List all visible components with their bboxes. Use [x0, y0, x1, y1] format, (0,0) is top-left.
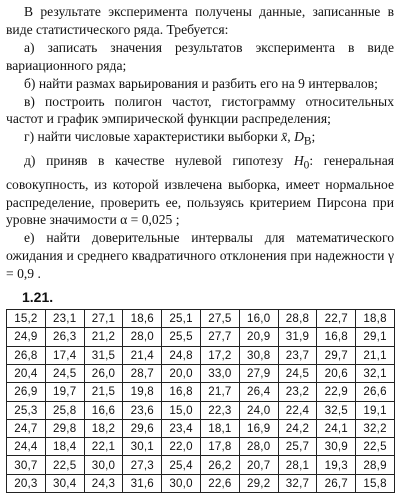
table-cell: 24,5: [278, 364, 317, 382]
table-cell: 28,9: [356, 456, 395, 474]
task-f: [6, 229, 394, 283]
table-cell: 30,9: [317, 438, 356, 456]
table-cell: 29,2: [239, 474, 278, 492]
table-cell: 29,7: [317, 346, 356, 364]
intro-text: В результате эксперимента получены данные, записанные в виде статистического ряда. Требуется:: [6, 4, 394, 37]
table-cell: 25,3: [7, 401, 46, 419]
table-cell: 21,1: [356, 346, 395, 364]
table-cell: 23,1: [45, 310, 84, 328]
table-cell: 16,6: [84, 401, 123, 419]
data-table: [6, 309, 395, 493]
table-row: [7, 438, 395, 456]
table-cell: 20,9: [239, 328, 278, 346]
table-cell: 30,1: [123, 438, 162, 456]
table-cell: 21,4: [123, 346, 162, 364]
table-cell: 24,4: [7, 438, 46, 456]
table-cell: 27,7: [200, 328, 239, 346]
table-row: [7, 383, 395, 401]
table-cell: 22,1: [84, 438, 123, 456]
table-cell: 15,0: [162, 401, 201, 419]
table-cell: 31,5: [84, 346, 123, 364]
variance-symbol: D: [294, 129, 304, 145]
table-row: [7, 419, 395, 437]
table-cell: 30,8: [239, 346, 278, 364]
table-row: [7, 474, 395, 492]
task-c: [6, 93, 394, 129]
table-cell: 20,0: [162, 364, 201, 382]
table-row: [7, 328, 395, 346]
table-cell: 17,4: [45, 346, 84, 364]
table-cell: 18,2: [84, 419, 123, 437]
table-cell: 21,2: [84, 328, 123, 346]
table-cell: 17,2: [200, 346, 239, 364]
table-cell: 24,3: [84, 474, 123, 492]
table-cell: 15,8: [356, 474, 395, 492]
table-cell: 32,5: [317, 401, 356, 419]
task-e: [6, 152, 394, 229]
hypothesis-subscript: 0: [303, 159, 310, 172]
table-row: [7, 310, 395, 328]
table-cell: 22,5: [356, 438, 395, 456]
table-cell: 17,8: [200, 438, 239, 456]
table-cell: 24,2: [278, 419, 317, 437]
table-cell: 24,5: [45, 364, 84, 382]
table-row: [7, 401, 395, 419]
task-e-text: д) приняв в качестве нулевой гипотезу: [24, 152, 294, 168]
table-cell: 22,4: [278, 401, 317, 419]
task-e-text-2: : генеральная совокупность, из которой извлечена выборка, имеет нормальное распределение, проверить ее, пользуясь критерием Пирсона при уровне значимости α = 0,025 ;: [6, 152, 394, 228]
table-cell: 22,7: [317, 310, 356, 328]
table-cell: 27,1: [84, 310, 123, 328]
table-cell: 22,9: [317, 383, 356, 401]
table-cell: 24,1: [317, 419, 356, 437]
table-cell: 19,1: [356, 401, 395, 419]
table-cell: 23,7: [278, 346, 317, 364]
table-cell: 26,2: [200, 456, 239, 474]
table-cell: 25,1: [162, 310, 201, 328]
table-cell: 29,1: [356, 328, 395, 346]
table-cell: 32,1: [356, 364, 395, 382]
table-cell: 32,7: [278, 474, 317, 492]
table-cell: 28,1: [278, 456, 317, 474]
task-c-text: в) построить полигон частот, гистограмму относительных частот и график эмпирической функции распределения;: [6, 93, 394, 127]
table-cell: 29,6: [123, 419, 162, 437]
table-cell: 31,6: [123, 474, 162, 492]
table-cell: 27,5: [200, 310, 239, 328]
table-cell: 19,8: [123, 383, 162, 401]
table-cell: 30,7: [7, 456, 46, 474]
table-cell: 26,9: [7, 383, 46, 401]
table-cell: 28,7: [123, 364, 162, 382]
table-cell: 27,3: [123, 456, 162, 474]
table-cell: 25,5: [162, 328, 201, 346]
table-cell: 18,8: [356, 310, 395, 328]
table-cell: 26,8: [7, 346, 46, 364]
task-b-text: б) найти размах варьирования и разбить его на 9 интервалов;: [24, 75, 378, 91]
sample-mean-symbol: x̄: [281, 129, 288, 145]
table-row: [7, 364, 395, 382]
task-d: [6, 128, 394, 152]
table-cell: 16,9: [239, 419, 278, 437]
table-cell: 31,9: [278, 328, 317, 346]
table-cell: 15,2: [7, 310, 46, 328]
table-cell: 26,7: [317, 474, 356, 492]
table-cell: 21,7: [200, 383, 239, 401]
table-cell: 24,9: [7, 328, 46, 346]
table-cell: 25,7: [278, 438, 317, 456]
table-cell: 23,4: [162, 419, 201, 437]
table-cell: 28,8: [278, 310, 317, 328]
table-row: [7, 346, 395, 364]
table-cell: 28,0: [123, 328, 162, 346]
table-cell: 32,2: [356, 419, 395, 437]
table-cell: 24,0: [239, 401, 278, 419]
table-cell: 19,7: [45, 383, 84, 401]
table-cell: 24,8: [162, 346, 201, 364]
table-cell: 19,3: [317, 456, 356, 474]
hypothesis-symbol: H: [293, 152, 304, 168]
task-a-text: а) записать значения результатов эксперимента в виде вариационного ряда;: [6, 39, 394, 73]
table-cell: 25,8: [45, 401, 84, 419]
problem-number: 1.21.: [22, 289, 54, 306]
table-cell: 26,3: [45, 328, 84, 346]
table-cell: 26,0: [84, 364, 123, 382]
table-cell: 16,0: [239, 310, 278, 328]
table-cell: 20,3: [7, 474, 46, 492]
table-cell: 18,6: [123, 310, 162, 328]
table-cell: 16,8: [317, 328, 356, 346]
table-cell: 18,4: [45, 438, 84, 456]
task-d-end: ;: [311, 129, 316, 145]
table-row: [7, 456, 395, 474]
table-cell: 21,5: [84, 383, 123, 401]
task-d-text: г) найти числовые характеристики выборки: [24, 129, 282, 145]
variance-subscript: В: [303, 136, 312, 149]
table-cell: 16,8: [162, 383, 201, 401]
task-b: [6, 75, 394, 93]
task-a: [6, 39, 394, 75]
table-cell: 24,7: [7, 419, 46, 437]
table-cell: 23,6: [123, 401, 162, 419]
table-cell: 29,8: [45, 419, 84, 437]
table-cell: 22,3: [200, 401, 239, 419]
table-cell: 22,0: [162, 438, 201, 456]
table-cell: 22,5: [45, 456, 84, 474]
task-d-separator: ,: [287, 129, 295, 145]
table-cell: 30,4: [45, 474, 84, 492]
table-cell: 18,1: [200, 419, 239, 437]
table-cell: 22,6: [200, 474, 239, 492]
intro-paragraph: [6, 3, 394, 39]
table-cell: 30,0: [84, 456, 123, 474]
task-f-text: е) найти доверительные интервалы для математического ожидания и среднего квадратичного отклонения при надежности γ = 0,9 .: [6, 230, 394, 282]
table-cell: 26,6: [356, 383, 395, 401]
table-cell: 23,2: [278, 383, 317, 401]
table-cell: 25,4: [162, 456, 201, 474]
table-cell: 20,7: [239, 456, 278, 474]
table-cell: 30,0: [162, 474, 201, 492]
table-cell: 20,6: [317, 364, 356, 382]
table-cell: 27,9: [239, 364, 278, 382]
table-cell: 28,0: [239, 438, 278, 456]
table-cell: 26,4: [239, 383, 278, 401]
table-cell: 33,0: [200, 364, 239, 382]
table-cell: 20,4: [7, 364, 46, 382]
